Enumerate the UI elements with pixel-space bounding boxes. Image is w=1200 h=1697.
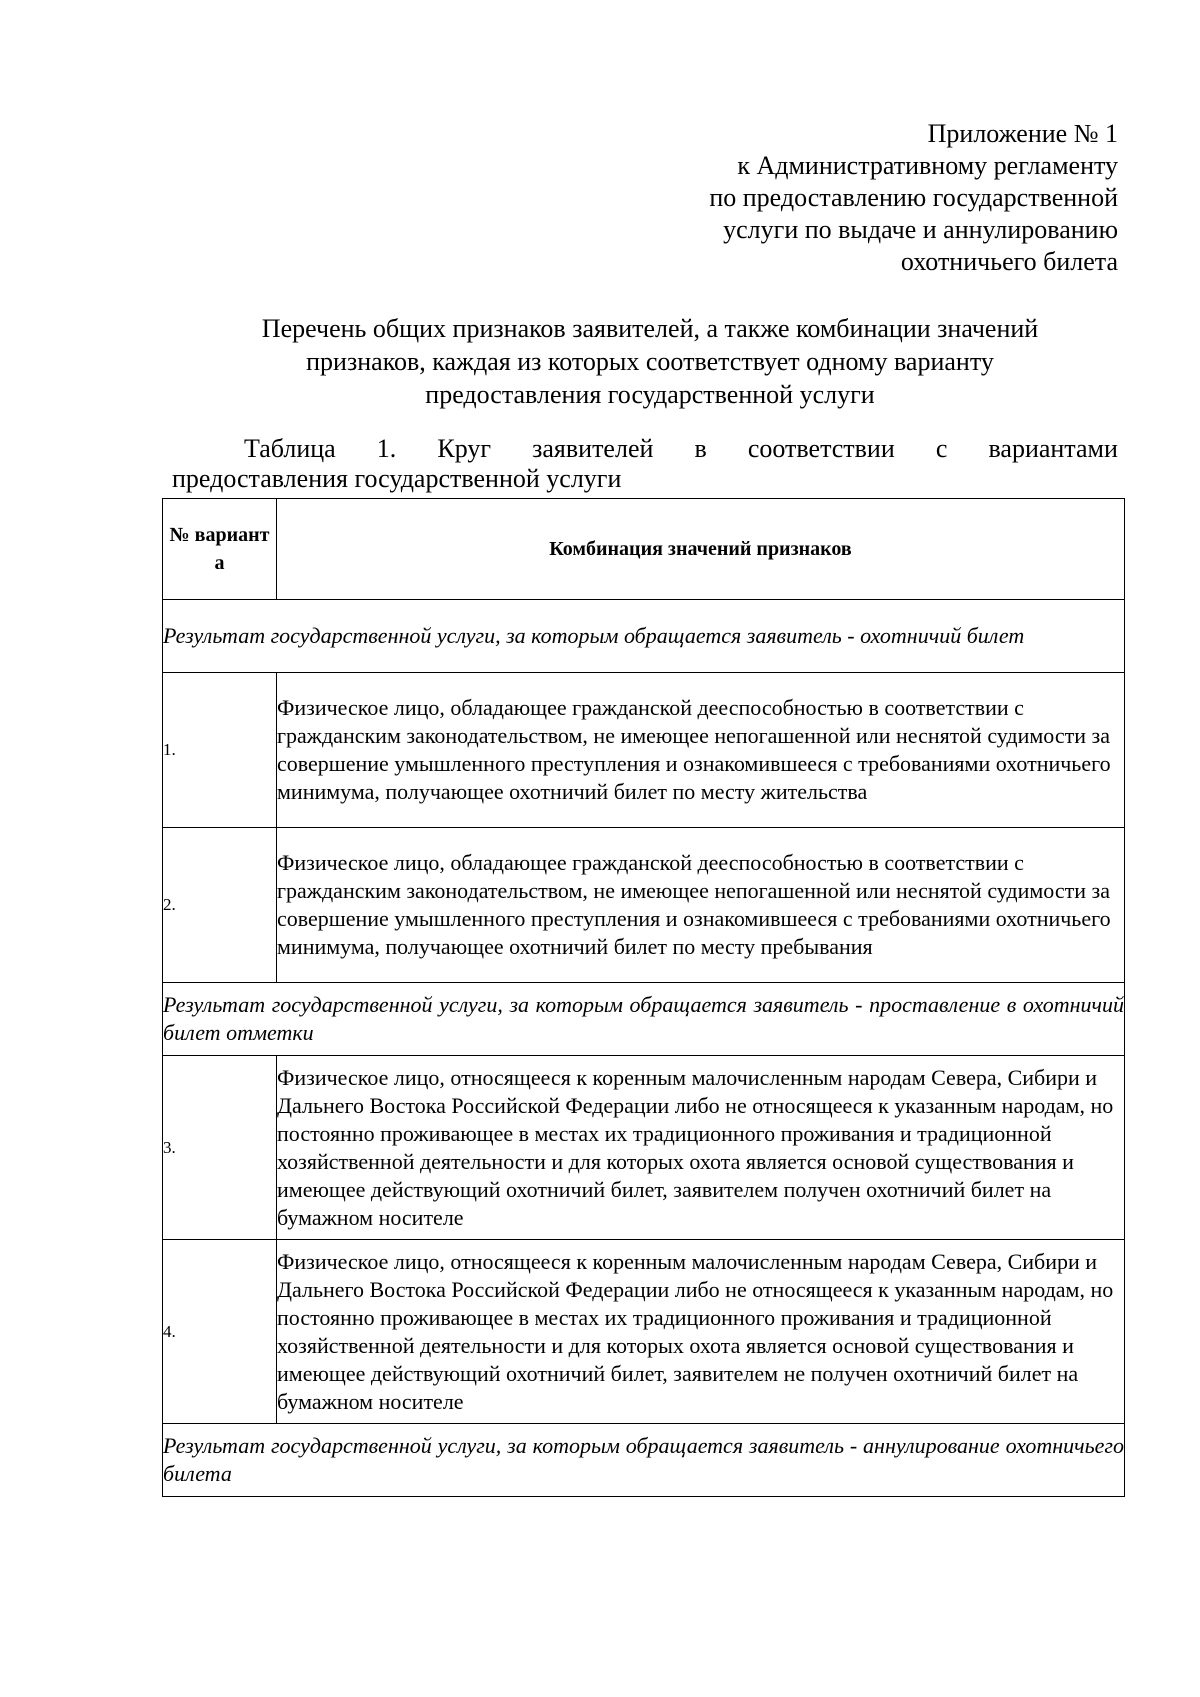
table-row [163, 1240, 1125, 1424]
table-caption [172, 434, 1118, 494]
annex-line: к Административному регламенту [737, 151, 1118, 180]
variant-description: Физическое лицо, обладающее гражданской дееспособностью в соответствии с гражданским законодательством, не имеющее непогашенной или неснятой судимости за совершение умышленного преступления и ознакомившееся с требованиями охотничьего минимума, получающее охотничий билет по месту пребывания [277, 828, 1125, 983]
caption-word: заявителей [532, 434, 654, 463]
section-row [163, 1424, 1125, 1497]
annex-line: охотничьего билета [900, 247, 1118, 276]
caption-line-2: предоставления государственной услуги [172, 464, 622, 493]
title-line: Перечень общих признаков заявителей, а также комбинации значений [261, 314, 1039, 343]
variant-number: 4. [163, 1240, 277, 1424]
variants-table [162, 498, 1125, 1497]
variant-description: Физическое лицо, относящееся к коренным малочисленным народам Севера, Сибири и Дальнего Востока Российской Федерации либо не относящееся к указанным народам, но постоянно проживающее в местах их традиционного проживания и традиционной хозяйственной деятельности и для которых охота является основой существования и имеющее действующий охотничий билет, заявителем не получен охотничий билет на бумажном носителе [277, 1240, 1125, 1424]
caption-word: в [694, 434, 707, 463]
annex-line: по предоставлению государственной [709, 183, 1118, 212]
caption-word: Круг [437, 434, 492, 463]
table-row [163, 828, 1125, 983]
caption-word: с [935, 434, 948, 463]
caption-word: 1. [376, 434, 397, 463]
table-row [163, 673, 1125, 828]
caption-line-1 [172, 434, 1118, 464]
header-variant-number: № вариант а [163, 499, 277, 600]
caption-word: вариантами [988, 434, 1118, 463]
variant-description: Физическое лицо, относящееся к коренным малочисленным народам Севера, Сибири и Дальнего Востока Российской Федерации либо не относящееся к указанным народам, но постоянно проживающее в местах их традиционного проживания и традиционной хозяйственной деятельности и для которых охота является основой существования и имеющее действующий охотничий билет, заявителем получен охотничий билет на бумажном носителе [277, 1056, 1125, 1240]
annex-line: услуги по выдаче и аннулированию [723, 215, 1118, 244]
title-line: предоставления государственной услуги [425, 380, 875, 409]
annex-block [709, 118, 1118, 278]
section-annulment: Результат государственной услуги, за которым обращается заявитель - аннулирование охотничьего билета [163, 1424, 1125, 1497]
title-line: признаков, каждая из которых соответствует одному варианту [306, 347, 994, 376]
table-row [163, 1056, 1125, 1240]
annex-line: Приложение № 1 [927, 119, 1118, 148]
table-header-row [163, 499, 1125, 600]
variant-number: 2. [163, 828, 277, 983]
section-row [163, 983, 1125, 1056]
header-combination: Комбинация значений признаков [277, 499, 1125, 600]
section-row [163, 600, 1125, 673]
section-hunting-ticket: Результат государственной услуги, за которым обращается заявитель - охотничий билет [163, 600, 1125, 673]
variant-description: Физическое лицо, обладающее гражданской дееспособностью в соответствии с гражданским законодательством, не имеющее непогашенной или неснятой судимости за совершение умышленного преступления и ознакомившееся с требованиями охотничьего минимума, получающее охотничий билет по месту жительства [277, 673, 1125, 828]
caption-word: соответствии [747, 434, 895, 463]
caption-word: Таблица [244, 434, 336, 463]
variant-number: 3. [163, 1056, 277, 1240]
section-mark-in-ticket: Результат государственной услуги, за которым обращается заявитель - проставление в охотничий билет отметки [163, 983, 1125, 1056]
document-title [160, 312, 1140, 411]
variant-number: 1. [163, 673, 277, 828]
